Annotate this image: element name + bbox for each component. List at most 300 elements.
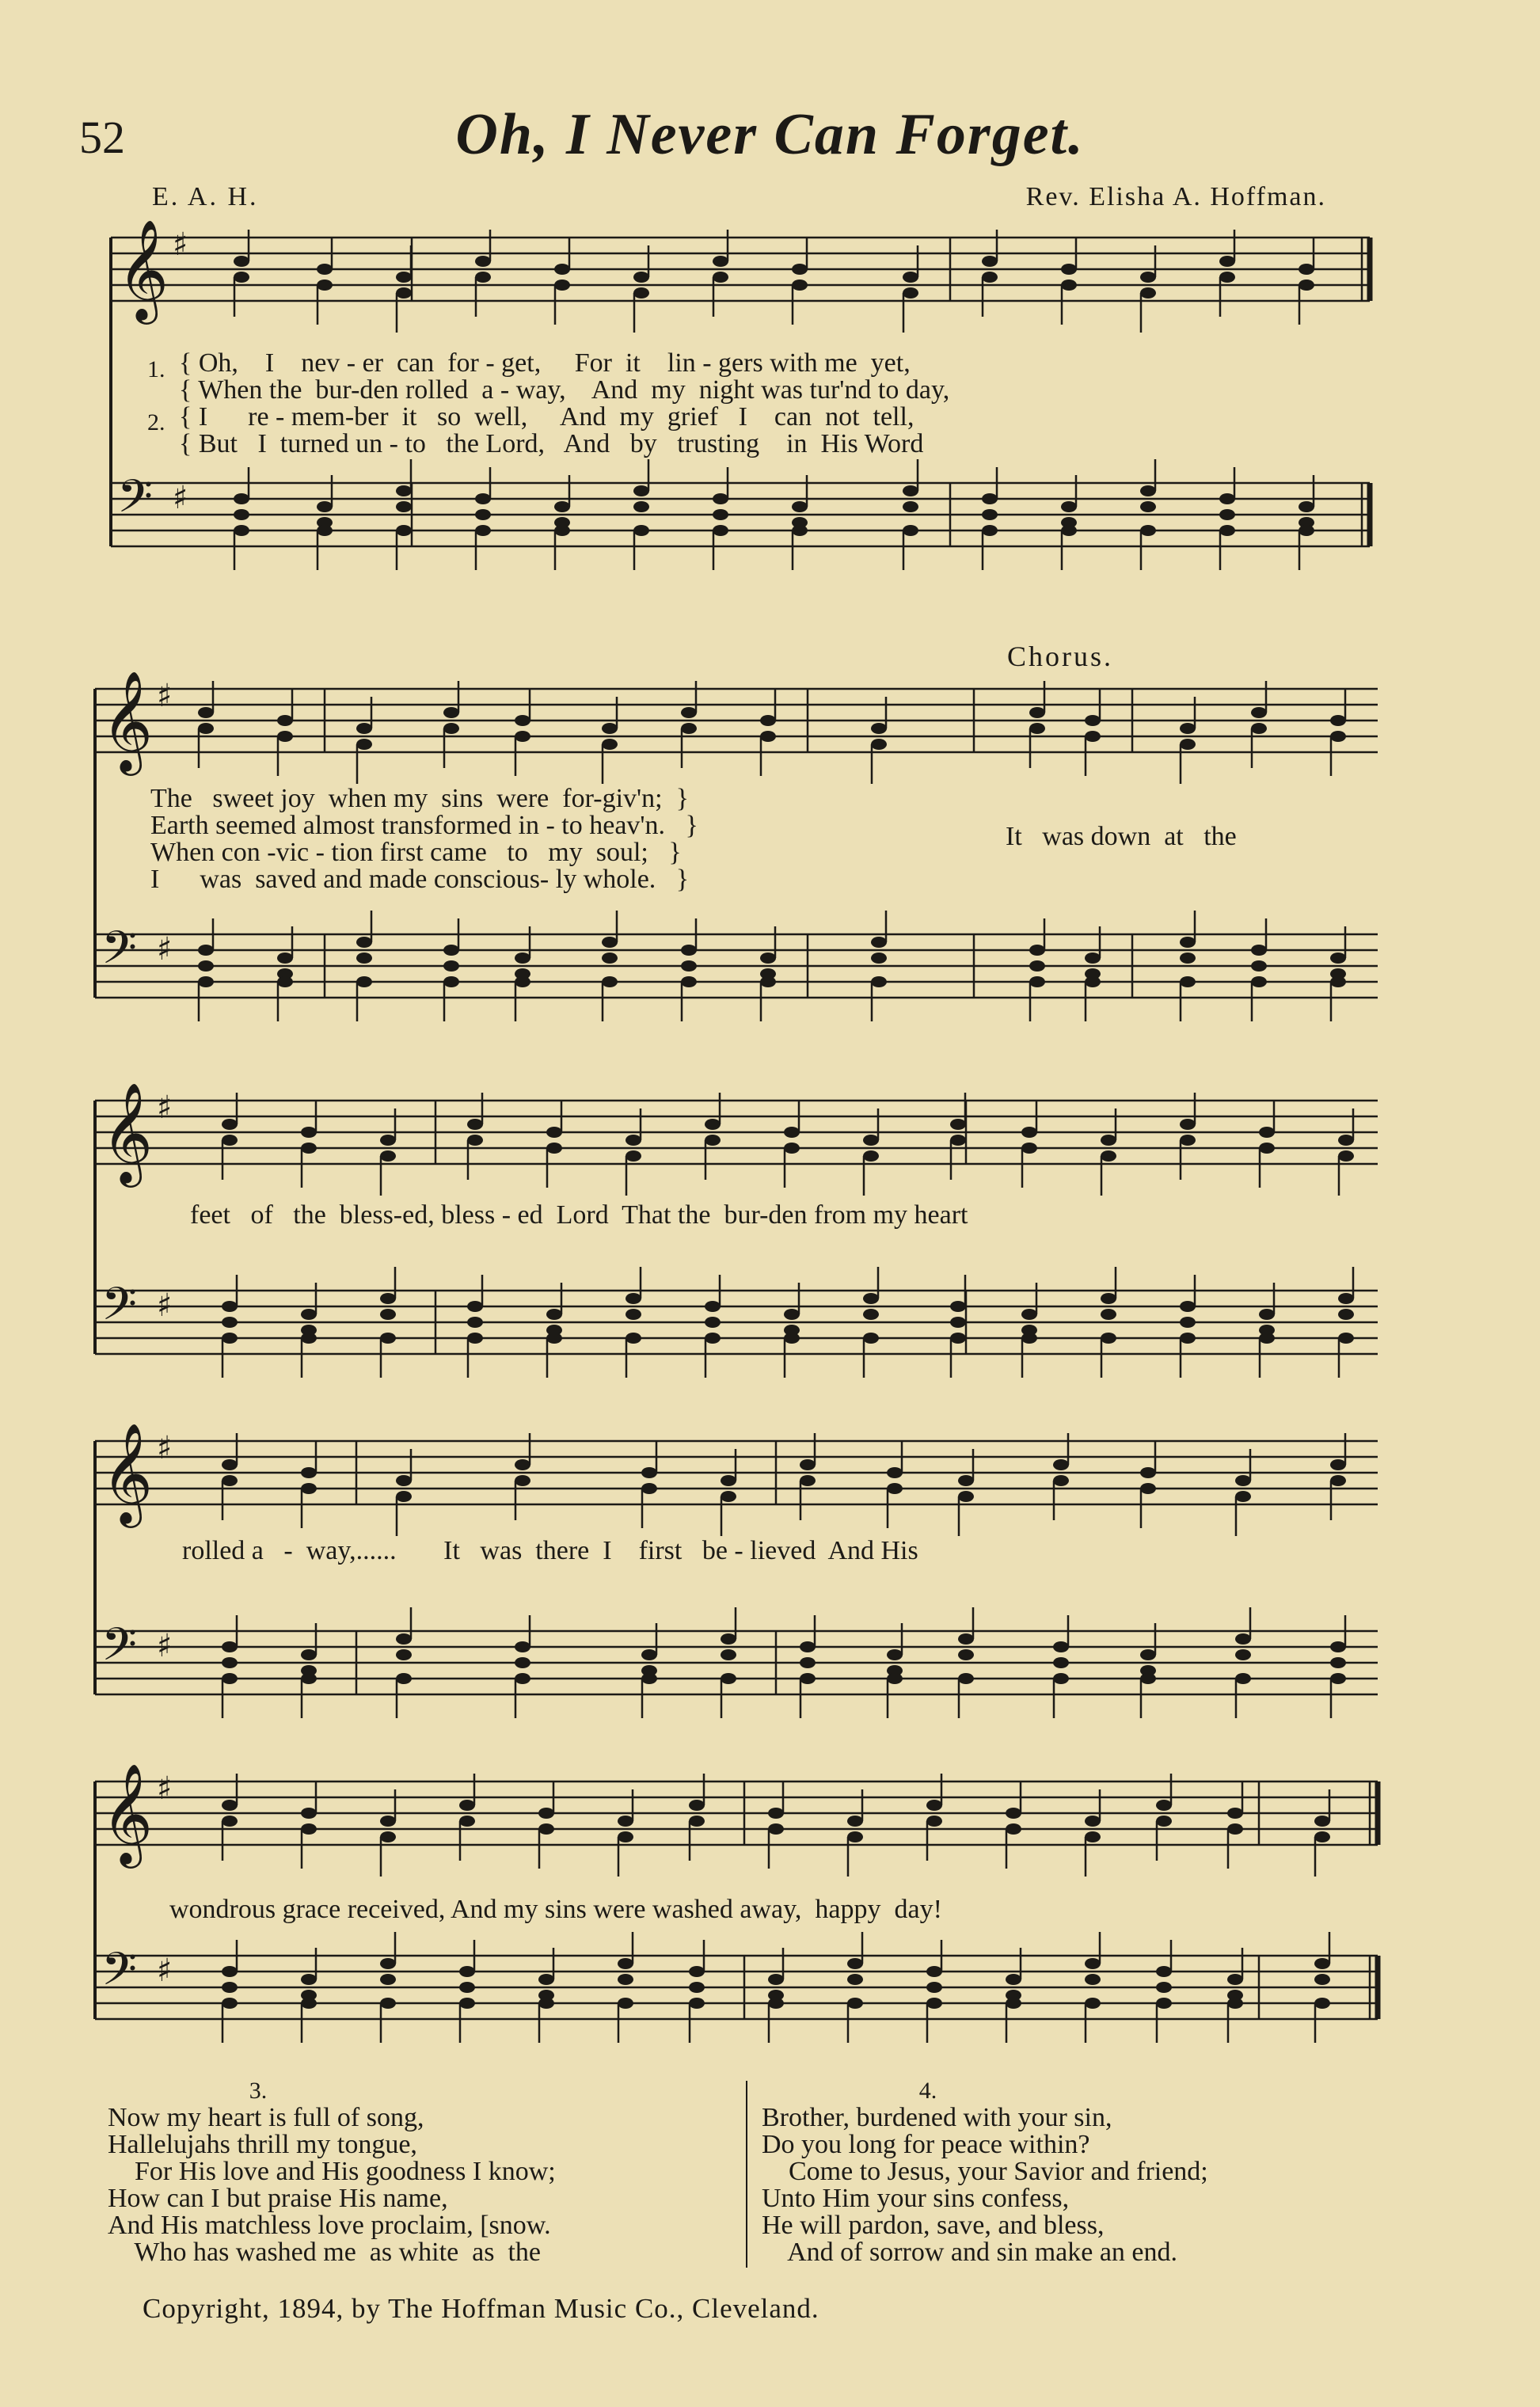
stanza-divider [746, 2081, 747, 2268]
note-head [396, 272, 412, 283]
note-head [198, 976, 214, 987]
note-head [396, 1673, 412, 1684]
note-head [1029, 960, 1045, 972]
note-head [1101, 1150, 1116, 1162]
note-head [713, 493, 728, 504]
lyricist-credit: E. A. H. [152, 182, 259, 211]
music-system-2 [79, 633, 1386, 1045]
note-head [618, 1958, 633, 1969]
verse-number: 1. [147, 356, 165, 382]
note-head [1053, 1459, 1069, 1470]
note-head [459, 1982, 475, 1993]
note-head [546, 1333, 562, 1344]
note-head [863, 1309, 879, 1320]
note-head [1219, 272, 1235, 283]
note-head [903, 525, 918, 536]
note-head [847, 1831, 863, 1842]
note-head [626, 1150, 641, 1162]
note-head [234, 272, 249, 283]
note-head [467, 1333, 483, 1344]
note-head [301, 1823, 317, 1835]
note-head [222, 1641, 238, 1652]
note-head [277, 715, 293, 726]
note-head [784, 1333, 800, 1344]
note-head [887, 1467, 903, 1478]
lyric-line: { Oh, I nev - er can for - get, For it lin - gers with me yet, [179, 348, 911, 378]
stanza-line: He will pardon, save, and bless, [762, 2211, 1105, 2240]
note-head [847, 1816, 863, 1827]
note-head [1156, 1998, 1172, 2009]
note-head [554, 525, 570, 536]
note-head [1085, 1974, 1101, 1985]
note-head [546, 1143, 562, 1154]
note-head [602, 953, 618, 964]
note-head [459, 1800, 475, 1811]
note-head [721, 1633, 736, 1645]
note-head [768, 1974, 784, 1985]
note-head [380, 1293, 396, 1304]
note-head [222, 1816, 238, 1827]
note-head [1251, 960, 1267, 972]
note-head [475, 256, 491, 267]
note-head [792, 501, 808, 512]
note-head [713, 272, 728, 283]
note-head [222, 1982, 238, 1993]
note-head [554, 501, 570, 512]
note-head [1006, 1998, 1021, 2009]
note-head [1314, 1958, 1330, 1969]
note-head [554, 279, 570, 291]
note-head [396, 1649, 412, 1660]
treble-clef-icon: 𝄞 [101, 1082, 154, 1183]
note-head [1235, 1673, 1251, 1684]
note-head [1227, 1998, 1243, 2009]
stanza-line: Unto Him your sins confess, [762, 2184, 1070, 2213]
note-head [618, 1998, 633, 2009]
note-head [467, 1119, 483, 1130]
note-head [705, 1317, 721, 1328]
stanza-line: Come to Jesus, your Savior and friend; [762, 2157, 1208, 2186]
lyric-line: feet of the bless-ed, bless - ed Lord That the bur-den from my heart [190, 1200, 968, 1230]
note-head [950, 1119, 966, 1130]
note-head [380, 1831, 396, 1842]
chorus-label: Chorus. [1007, 641, 1114, 672]
note-head [602, 739, 618, 750]
note-head [396, 1491, 412, 1502]
key-signature-sharp-icon: ♯ [157, 1089, 173, 1126]
note-head [538, 1974, 554, 1985]
note-head [760, 953, 776, 964]
note-head [681, 723, 697, 734]
lyric-line: The sweet joy when my sins were for-giv'n; } [150, 784, 689, 813]
treble-clef-icon: 𝄞 [117, 219, 169, 320]
lyric-line: Earth seemed almost transformed in - to heav'n. } [150, 811, 698, 840]
stanza-line: How can I but praise His name, [108, 2184, 448, 2213]
note-head [1006, 1823, 1021, 1835]
note-head [277, 731, 293, 742]
bass-clef-icon: 𝄢 [117, 470, 154, 534]
note-head [356, 976, 372, 987]
note-head [705, 1119, 721, 1130]
note-head [926, 1800, 942, 1811]
note-head [396, 287, 412, 298]
note-head [792, 264, 808, 275]
note-head [538, 1823, 554, 1835]
note-head [1299, 264, 1314, 275]
stanza-line: And of sorrow and sin make an end. [762, 2238, 1178, 2267]
note-head [1330, 731, 1346, 742]
note-head [903, 501, 918, 512]
stanza-line: Who has washed me as white as the [108, 2238, 542, 2267]
note-head [681, 976, 697, 987]
note-head [301, 1673, 317, 1684]
note-head [950, 1135, 966, 1146]
note-head [459, 1816, 475, 1827]
note-head [380, 1816, 396, 1827]
note-head [515, 715, 530, 726]
note-head [380, 1958, 396, 1969]
note-head [1085, 1816, 1101, 1827]
note-head [1330, 953, 1346, 964]
note-head [515, 1673, 530, 1684]
note-head [222, 1135, 238, 1146]
note-head [982, 525, 998, 536]
note-head [1235, 1633, 1251, 1645]
note-head [301, 1808, 317, 1819]
note-head [1338, 1135, 1354, 1146]
note-head [301, 1467, 317, 1478]
note-head [958, 1649, 974, 1660]
note-head [1101, 1333, 1116, 1344]
music-system-5 [79, 1758, 1386, 2067]
note-head [1156, 1982, 1172, 1993]
stanza-line: Now my heart is full of song, [108, 2103, 424, 2132]
note-head [380, 1333, 396, 1344]
note-head [626, 1333, 641, 1344]
note-head [689, 1998, 705, 2009]
note-head [982, 509, 998, 520]
note-head [1330, 1641, 1346, 1652]
note-head [356, 937, 372, 948]
note-head [515, 976, 530, 987]
note-head [1180, 1135, 1196, 1146]
note-head [958, 1475, 974, 1486]
note-head [198, 723, 214, 734]
note-head [950, 1301, 966, 1312]
note-head [459, 1966, 475, 1977]
note-head [443, 945, 459, 956]
note-head [1330, 976, 1346, 987]
note-head [301, 1649, 317, 1660]
note-head [705, 1301, 721, 1312]
note-head [1006, 1974, 1021, 1985]
lyric-line: { I re - mem-ber it so well, And my grief I can not tell, [179, 402, 914, 432]
note-head [1235, 1649, 1251, 1660]
note-head [443, 723, 459, 734]
note-head [713, 509, 728, 520]
note-head [1338, 1293, 1354, 1304]
note-head [1029, 707, 1045, 718]
bass-clef-icon: 𝄢 [101, 1618, 138, 1683]
note-head [1156, 1966, 1172, 1977]
note-head [713, 525, 728, 536]
note-head [396, 485, 412, 496]
note-head [515, 1657, 530, 1668]
stanza-number: 3. [249, 2078, 268, 2104]
note-head [926, 1966, 942, 1977]
note-head [1219, 509, 1235, 520]
note-head [1061, 279, 1077, 291]
staff-notation [79, 1077, 1386, 1394]
note-head [689, 1966, 705, 1977]
note-head [546, 1309, 562, 1320]
note-head [633, 501, 649, 512]
note-head [1338, 1150, 1354, 1162]
note-head [1180, 739, 1196, 750]
note-head [847, 1998, 863, 2009]
note-head [871, 976, 887, 987]
note-head [760, 715, 776, 726]
composer-credit: Rev. Elisha A. Hoffman. [1025, 182, 1326, 211]
note-head [1227, 1974, 1243, 1985]
lyric-line: rolled a - way,...... It was there I first be - lieved And His [182, 1536, 918, 1565]
note-head [1101, 1309, 1116, 1320]
note-head [475, 525, 491, 536]
note-head [760, 731, 776, 742]
note-head [721, 1649, 736, 1660]
note-head [1085, 976, 1101, 987]
stanza-line: And His matchless love proclaim, [snow. [108, 2211, 551, 2240]
note-head [1085, 1958, 1101, 1969]
music-system-4 [79, 1417, 1386, 1742]
note-head [515, 1641, 530, 1652]
note-head [689, 1800, 705, 1811]
lyric-line: It was down at the [1006, 822, 1237, 851]
note-head [1330, 715, 1346, 726]
note-head [1053, 1673, 1069, 1684]
note-head [317, 525, 333, 536]
note-head [1330, 1475, 1346, 1486]
stanza-line: Hallelujahs thrill my tongue, [108, 2130, 417, 2159]
note-head [515, 953, 530, 964]
note-head [641, 1673, 657, 1684]
note-head [1259, 1143, 1275, 1154]
treble-clef-icon: 𝄞 [101, 670, 154, 771]
note-head [1235, 1475, 1251, 1486]
note-head [1140, 501, 1156, 512]
note-head [222, 1317, 238, 1328]
note-head [396, 1633, 412, 1645]
note-head [443, 707, 459, 718]
note-head [222, 1459, 238, 1470]
note-head [1259, 1309, 1275, 1320]
note-head [926, 1982, 942, 1993]
note-head [1180, 1301, 1196, 1312]
note-head [222, 1657, 238, 1668]
note-head [626, 1293, 641, 1304]
note-head [515, 731, 530, 742]
note-head [1180, 953, 1196, 964]
note-head [626, 1309, 641, 1320]
note-head [1338, 1309, 1354, 1320]
note-head [768, 1998, 784, 2009]
note-head [618, 1974, 633, 1985]
music-system-3 [79, 1077, 1386, 1394]
note-head [380, 1974, 396, 1985]
note-head [1140, 525, 1156, 536]
note-head [222, 1800, 238, 1811]
note-head [863, 1135, 879, 1146]
note-head [602, 723, 618, 734]
note-head [681, 707, 697, 718]
key-signature-sharp-icon: ♯ [157, 1628, 173, 1664]
key-signature-sharp-icon: ♯ [157, 1430, 173, 1466]
note-head [234, 509, 249, 520]
note-head [380, 1998, 396, 2009]
lyric-line: wondrous grace received, And my sins were washed away, happy day! [169, 1895, 942, 1924]
note-head [792, 279, 808, 291]
music-system-1 [79, 214, 1386, 594]
note-head [689, 1816, 705, 1827]
note-head [317, 264, 333, 275]
note-head [1259, 1333, 1275, 1344]
note-head [1085, 953, 1101, 964]
key-signature-sharp-icon: ♯ [157, 931, 173, 968]
note-head [1299, 525, 1314, 536]
key-signature-sharp-icon: ♯ [157, 1770, 173, 1807]
lyric-line: { When the bur-den rolled a - way, And my night was tur'nd to day, [179, 375, 950, 405]
note-head [760, 976, 776, 987]
note-head [1140, 485, 1156, 496]
note-head [1061, 501, 1077, 512]
note-head [626, 1135, 641, 1146]
note-head [475, 493, 491, 504]
note-head [602, 976, 618, 987]
note-head [1140, 1483, 1156, 1494]
note-head [301, 1143, 317, 1154]
note-head [1085, 1998, 1101, 2009]
note-head [396, 501, 412, 512]
note-head [903, 272, 918, 283]
note-head [871, 953, 887, 964]
note-head [681, 960, 697, 972]
note-head [301, 1998, 317, 2009]
note-head [1053, 1657, 1069, 1668]
note-head [538, 1808, 554, 1819]
note-head [1251, 723, 1267, 734]
note-head [546, 1127, 562, 1138]
note-head [1314, 1998, 1330, 2009]
note-head [1219, 525, 1235, 536]
stanza-4 [762, 2078, 1411, 2266]
note-head [1180, 1333, 1196, 1344]
note-head [926, 1816, 942, 1827]
note-head [926, 1998, 942, 2009]
note-head [380, 1150, 396, 1162]
note-head [1180, 723, 1196, 734]
note-head [1156, 1800, 1172, 1811]
note-head [443, 960, 459, 972]
note-head [301, 1309, 317, 1320]
note-head [222, 1475, 238, 1486]
note-head [871, 723, 887, 734]
note-head [784, 1309, 800, 1320]
note-head [1251, 976, 1267, 987]
note-head [1140, 1649, 1156, 1660]
note-head [863, 1293, 879, 1304]
note-head [1219, 493, 1235, 504]
note-head [1314, 1816, 1330, 1827]
page-number: 52 [79, 112, 125, 163]
note-head [380, 1309, 396, 1320]
note-head [222, 1301, 238, 1312]
note-head [1235, 1491, 1251, 1502]
note-head [871, 937, 887, 948]
note-head [515, 1459, 530, 1470]
note-head [800, 1641, 816, 1652]
note-head [467, 1135, 483, 1146]
note-head [459, 1998, 475, 2009]
stanza-line: Brother, burdened with your sin, [762, 2103, 1112, 2132]
note-head [1219, 256, 1235, 267]
note-head [633, 525, 649, 536]
note-head [618, 1831, 633, 1842]
note-head [903, 485, 918, 496]
key-signature-sharp-icon: ♯ [173, 480, 188, 516]
note-head [958, 1633, 974, 1645]
note-head [1140, 287, 1156, 298]
note-head [705, 1135, 721, 1146]
note-head [633, 287, 649, 298]
note-head [1251, 945, 1267, 956]
note-head [301, 1974, 317, 1985]
note-head [356, 739, 372, 750]
note-head [713, 256, 728, 267]
note-head [317, 279, 333, 291]
note-head [538, 1998, 554, 2009]
note-head [792, 525, 808, 536]
stanza-3 [108, 2078, 741, 2266]
note-head [1156, 1816, 1172, 1827]
note-head [689, 1982, 705, 1993]
note-head [1314, 1831, 1330, 1842]
note-head [198, 707, 214, 718]
lyric-line: When con -vic - tion first came to my soul; } [150, 838, 682, 867]
note-head [950, 1333, 966, 1344]
note-head [475, 272, 491, 283]
note-head [800, 1673, 816, 1684]
note-head [641, 1483, 657, 1494]
note-head [222, 1673, 238, 1684]
note-head [222, 1966, 238, 1977]
note-head [277, 976, 293, 987]
note-head [1140, 1467, 1156, 1478]
note-head [234, 256, 249, 267]
lyric-line: { But I turned un - to the Lord, And by trusting in His Word [179, 429, 924, 458]
staff-notation [79, 1417, 1386, 1742]
note-head [721, 1475, 736, 1486]
note-head [515, 1475, 530, 1486]
stanza-line: Do you long for peace within? [762, 2130, 1090, 2159]
note-head [356, 953, 372, 964]
note-head [356, 723, 372, 734]
note-head [222, 1333, 238, 1344]
note-head [1021, 1127, 1037, 1138]
note-head [1330, 1673, 1346, 1684]
note-head [467, 1317, 483, 1328]
note-head [784, 1143, 800, 1154]
key-signature-sharp-icon: ♯ [173, 226, 188, 263]
